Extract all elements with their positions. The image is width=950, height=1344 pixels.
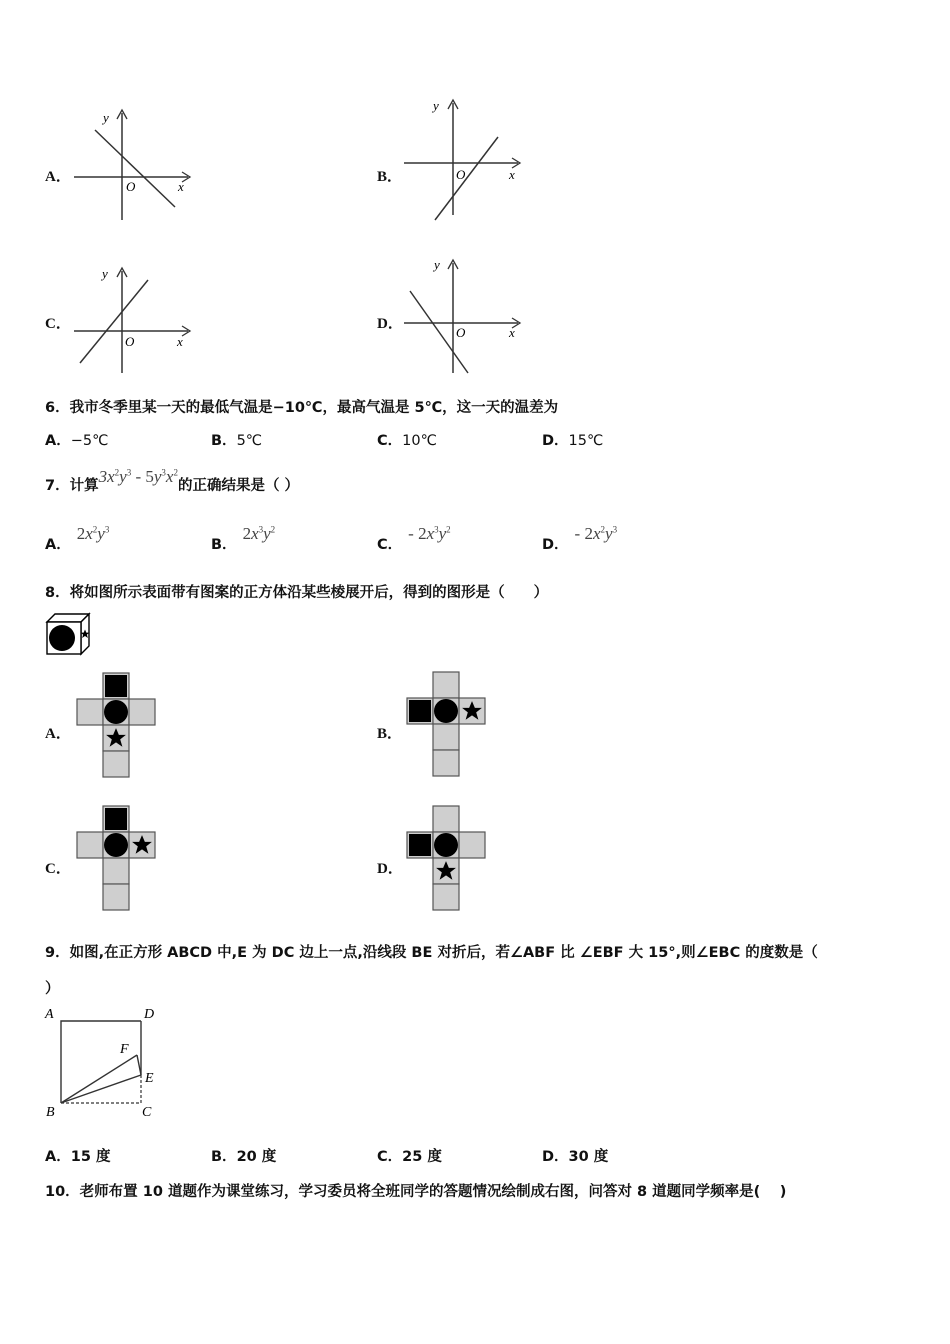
- q9-option-a: A．15 度: [45, 1149, 111, 1165]
- q9-option-d: D．30 度: [542, 1149, 609, 1165]
- q9-point-b: B: [46, 1105, 55, 1120]
- q9-text-line1: 9．如图,在正方形 ABCD 中,E 为 DC 边上一点,沿线段 BE 对折后，若∠ABF 比 ∠EBF 大 15°,则∠EBC 的度数是（: [45, 945, 818, 961]
- q8-option-b-net: [406, 671, 488, 779]
- q6-option-d: D．15℃: [542, 433, 604, 449]
- q5-c-x-label: x: [177, 334, 183, 349]
- q8-option-c-label: C．: [45, 861, 71, 877]
- q8-option-c-net: [76, 805, 158, 913]
- q5-option-b-graph: [400, 95, 530, 225]
- q5-option-d-label: D．: [377, 316, 403, 332]
- q7-text: 7．计算$3x^2y^3 - 5y^3x^2$的正确结果是（ ）: [45, 467, 300, 494]
- q9-point-c: C: [142, 1105, 152, 1120]
- q5-b-origin-label: O: [456, 167, 466, 182]
- q9-point-a: A: [45, 1007, 54, 1022]
- q5-d-origin-label: O: [456, 325, 466, 340]
- q5-option-c-label: C．: [45, 316, 71, 332]
- q6-option-c: C．10℃: [377, 433, 437, 449]
- q7-option-c: C．- $2x^3y^2$: [377, 524, 451, 553]
- q5-option-b-label: B．: [377, 169, 403, 185]
- q9-point-f: F: [120, 1042, 129, 1057]
- q7-option-b: B．$2x^3y^2$: [211, 524, 276, 553]
- q5-option-a-label: A．: [45, 169, 71, 185]
- q5-a-y-label: y: [103, 110, 109, 125]
- q9-point-e: E: [145, 1071, 154, 1086]
- q9-point-d: D: [144, 1007, 155, 1022]
- q5-a-x-label: x: [178, 179, 184, 194]
- q7-option-d: D．- $2x^2y^3$: [542, 524, 618, 553]
- q5-option-d-graph: [400, 255, 530, 380]
- q8-option-a-label: A．: [45, 726, 71, 742]
- q5-d-y-label: y: [434, 257, 440, 272]
- q8-option-d-net: [406, 805, 488, 913]
- q8-option-a-net: [76, 672, 158, 780]
- q5-a-origin-label: O: [126, 179, 136, 194]
- q9-text-line2: ）: [45, 981, 60, 997]
- q8-option-d-label: D．: [377, 861, 403, 877]
- q5-b-x-label: x: [509, 167, 515, 182]
- q5-option-c-graph: [70, 263, 200, 378]
- q5-c-origin-label: O: [125, 334, 135, 349]
- q6-text: 6．我市冬季里某一天的最低气温是−10℃，最高气温是 5℃，这一天的温差为: [45, 400, 559, 416]
- q8-option-b-label: B．: [377, 726, 403, 742]
- q9-option-b: B．20 度: [211, 1149, 277, 1165]
- q6-option-b: B．5℃: [211, 433, 263, 449]
- q7-option-a: A．$2x^2y^3$: [45, 524, 110, 553]
- q6-option-a: A．−5℃: [45, 433, 109, 449]
- q9-square-figure: [40, 1003, 170, 1125]
- q8-text: 8．将如图所示表面带有图案的正方体沿某些棱展开后，得到的图形是（ ）: [45, 585, 549, 601]
- q10-text: 10．老师布置 10 道题作为课堂练习，学习委员将全班同学的答题情况绘制成右图，问答对 8 道题同学频率是( ): [45, 1184, 787, 1200]
- q5-d-x-label: x: [509, 325, 515, 340]
- q7-expression: $3x^2y^3 - 5y^3x^2$: [98, 467, 178, 486]
- q9-option-c: C．25 度: [377, 1149, 442, 1165]
- q5-option-a-graph: [70, 105, 200, 225]
- q5-b-y-label: y: [433, 98, 439, 113]
- q8-cube-figure: [45, 612, 93, 656]
- q5-c-y-label: y: [102, 266, 108, 281]
